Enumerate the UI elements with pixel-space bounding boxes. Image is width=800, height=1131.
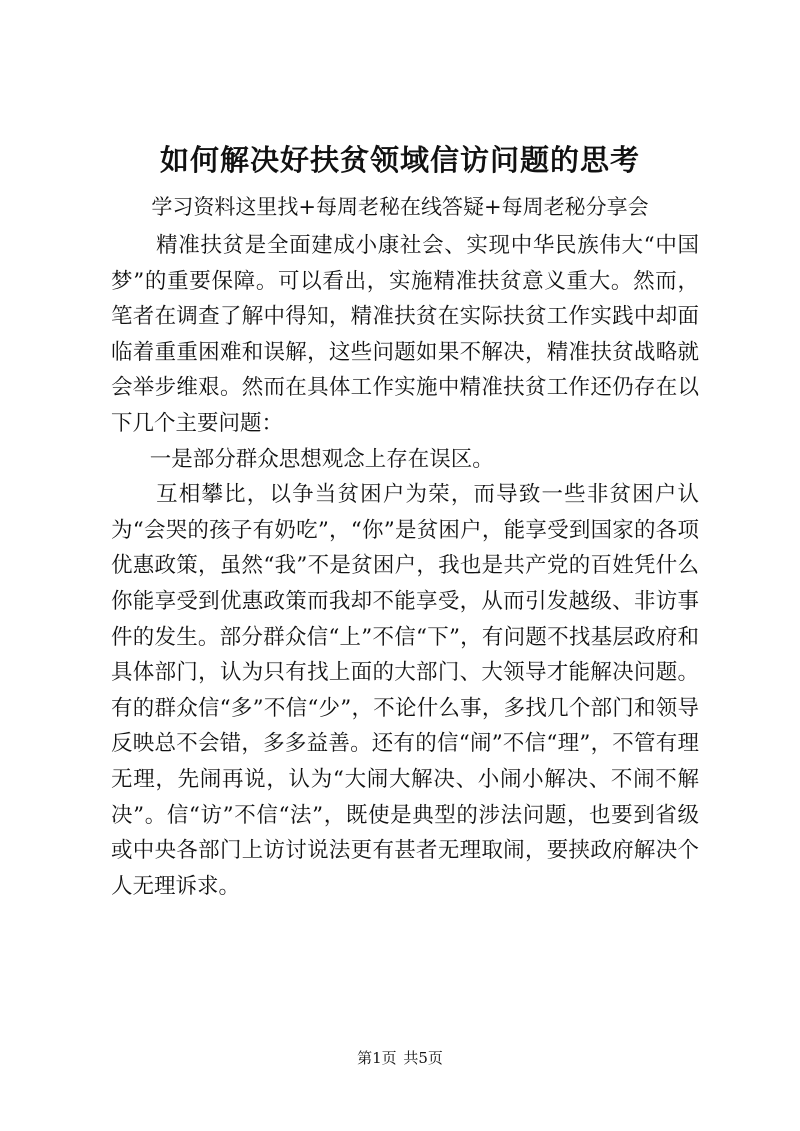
paragraph-intro: 精准扶贫是全面建成小康社会、实现中华民族伟大“中国梦”的重要保障。可以看出，实施精准扶贫意义重大。然而，笔者在调查了解中得知，精准扶贫在实际扶贫工作实践中却面临着重重困难和误解，这些问题如果不解决，精准扶贫战略就会举步维艰。然而在具体工作实施中精准扶贫工作还仍存在以下几个主要问题： (111, 233, 699, 436)
paragraph-point-one: 一是部分群众思想观念上存在误区。 (149, 446, 494, 472)
document-title: 如何解决好扶贫领域信访问题的思考 (159, 143, 640, 177)
paragraph-point-one-detail: 互相攀比，以争当贫困户为荣，而导致一些非贫困户认为“会哭的孩子有奶吃”，“你”是贫困户，能享受到国家的各项优惠政策，虽然“我”不是贫困户，我也是共产党的百姓凭什么你能享受到优惠政策而我却不能享受，从而引发越级、非访事件的发生。部分群众信“上”不信“下”，有问题不找基层政府和具体部门，认为只有找上面的大部门、大领导才能解决问题。有的群众信“多”不信“少”，不论什么事，多找几个部门和领导反映总不会错，多多益善。还有的信“闹”不信“理”，不管有理无理，先闹再说，认为“大闹大解决、小闹小解决、不闹不解决”。信“访”不信“法”，既使是典型的涉法问题，也要到省级或中央各部门上访讨说法更有甚者无理取闹，要挟政府解决个人无理诉求。 (111, 482, 699, 899)
document-subtitle: 学习资料这里找+每周老秘在线答疑+每周老秘分享会 (151, 195, 649, 219)
page-footer: 第1页 共5页 (357, 1049, 443, 1067)
document-body (111, 228, 699, 904)
